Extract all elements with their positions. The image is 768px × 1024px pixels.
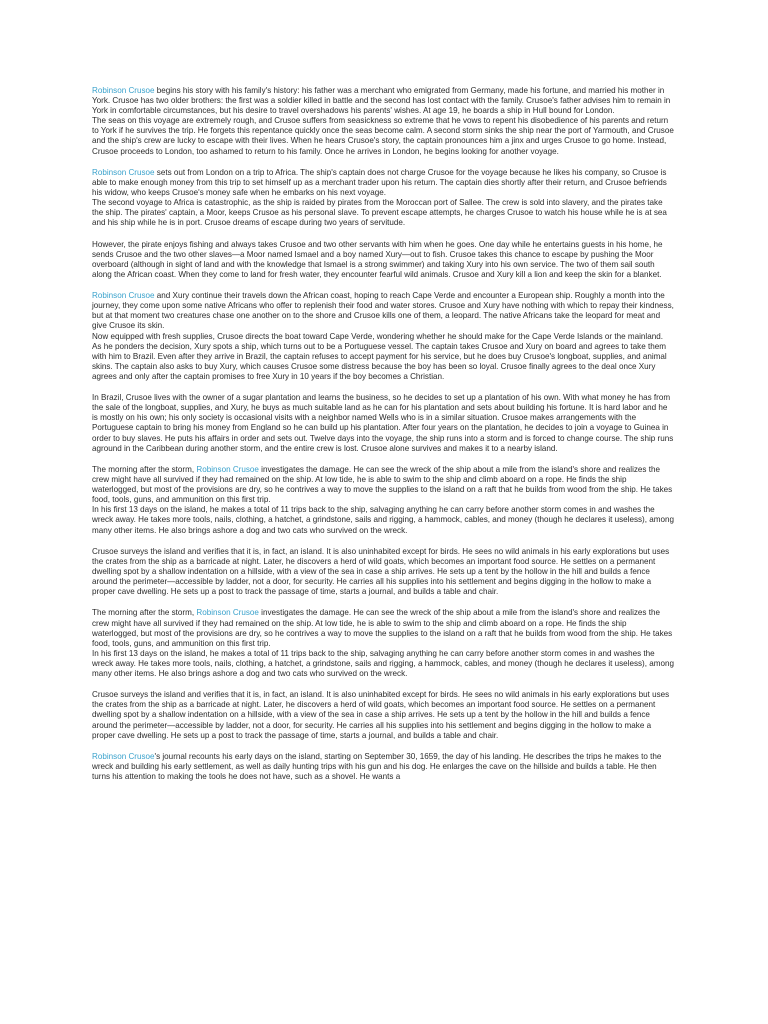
line-body-text: 's journal recounts his early days on the island, starting on September 30, 1659, the day of his landing. He describes the trips he makes to the wreck and building his early settlement, as well as daily hunting trips with his gun and his dog. He enlarges the cave on the hillside and builds a table. He then turns his attention to making the tools he does not have, such as a shovel. He wants a [92,751,662,782]
text-line [92,608,674,648]
paragraph [92,291,674,382]
line-body-text: Crusoe surveys the island and verifies that it is, in fact, an island. It is also uninhabited except for birds. He sees no wild animals in his early explorations but uses the crates from the ship as a barricade at night. Later, he discovers a herd of wild goats, which becomes an important food source. He settles on a permanent dwelling spot by a shallow indentation on a hillside, with a view of the sea in case a ship arrives. He sets up a tent by the hollow in the hill and builds a fence around the perimeter—accessible by ladder, not a door, for security. He carries all his supplies into his settlement and begins digging in the hollow to make a proper cave dwelling. He sets up a post to track the passage of time, starts a journal, and builds a table and chair. [92,546,670,597]
text-line [92,393,674,454]
text-line [92,465,674,505]
robinson-crusoe-link[interactable]: Robinson Crusoe [196,608,259,618]
line-body-text: sets out from London on a trip to Africa. The ship's captain does not charge Crusoe for the voyage because he likes his company, so Crusoe is able to make enough money from this trip to set himself up as a merchant trader upon his return. The captain dies shortly after their return, and Crusoe befriends his widow, who keeps Crusoe's money safe when he embarks on his next voyage. [92,167,667,198]
text-line [92,86,674,116]
paragraph [92,752,674,782]
line-body-text: Now equipped with fresh supplies, Crusoe directs the boat toward Cape Verde, wondering whether he should make for the Cape Verde Islands or the mainland. As he ponders the decision, Xury spots a ship, which turns out to be a Portuguese vessel. The captain takes Crusoe and Xury on board and agrees to take them with him to Brazil. Even after they arrive in Brazil, the captain refuses to accept payment for his service, but he does buy Crusoe's longboat, supplies, and animal skins. The captain also asks to buy Xury, which causes Crusoe some distress because the boy has been so loyal. Crusoe finally agrees to the deal once Xury agrees and only after the captain promises to free Xury in 10 years if the boy becomes a Christian. [92,331,667,381]
text-line [92,649,674,679]
line-body-text: investigates the damage. He can see the wreck of the ship about a mile from the island's shore and realizes the crew might have all survived if they had remained on the ship. At low tide, he is able to swim to the ship and climb aboard on a rope. He finds the ship waterlogged, but most of the provisions are dry, so he contrives a way to move the supplies to the island on a raft that he builds from wood from the ship. He takes food, tools, guns, and ammunition on this first trip. [92,608,673,648]
line-body-text: Crusoe surveys the island and verifies that it is, in fact, an island. It is also uninhabited except for birds. He sees no wild animals in his early explorations but uses the crates from the ship as a barricade at night. Later, he discovers a herd of wild goats, which becomes an important food source. He settles on a permanent dwelling spot by a shallow indentation on a hillside, with a view of the sea in case a ship arrives. He sets up a tent by the hollow in the hill and builds a fence around the perimeter—accessible by ladder, not a door, for security. He carries all his supplies into his settlement and begins digging in the hollow to make a proper cave dwelling. He sets up a post to track the passage of time, starts a journal, and builds a table and chair. [92,690,670,740]
paragraph [92,168,674,229]
line-body-text: begins his story with his family's history: his father was a merchant who emigrated from Germany, made his fortune, and married his mother in York. Crusoe has two older brothers: the first was a soldier killed in battle and the second has lost contact with the family. Crusoe's father advises him to remain in York in comfortable circumstances, but his desire to travel overshadows his parents' wishes. At age 19, he boards a ship in Hull bound for London. [92,86,671,116]
line-prefix-text: The morning after the storm, [92,608,197,618]
robinson-crusoe-link[interactable]: Robinson Crusoe [92,751,155,761]
line-body-text: In his first 13 days on the island, he makes a total of 11 trips back to the ship, salvaging anything he can carry before another storm comes in and washes the wreck away. He takes more tools, nails, clothing, a hatchet, a grindstone, sails and rigging, a hammock, cables, and money (though he declares it useless), among many other items. He also brings ashore a dog and two cats who survived on the wreck. [92,505,675,535]
text-line [92,240,674,280]
line-body-text: The second voyage to Africa is catastrophic, as the ship is raided by pirates from the Moroccan port of Sallee. The crew is sold into slavery, and the pirates take the ship. The pirates' captain, a Moor, keeps Crusoe as his personal slave. To prevent escape attempts, he charges Crusoe to watch his house while he is at sea and his ship while he is in port. Crusoe dreams of escape during two years of servitude. [92,198,667,228]
paragraph [92,240,674,280]
line-body-text: However, the pirate enjoys fishing and always takes Crusoe and two other servants with him when he goes. One day while he entertains guests in his home, he sends Crusoe and the two other slaves—a Moor named Ismael and a boy named Xury—out to fish. Crusoe takes this chance to escape by pushing the Moor overboard (although in sight of land and with the knowledge that Ismael is a strong swimmer) and taking Xury into his own service. The two of them sail south along the African coast. When they come to land for fresh water, they encounter fearful wild animals. Crusoe and Xury kill a lion and keep the skin for a blanket. [92,239,663,279]
paragraph [92,86,674,157]
text-line [92,198,674,228]
text-line [92,752,674,782]
paragraph [92,465,674,536]
paragraph [92,608,674,679]
text-line [92,168,674,198]
line-body-text: and Xury continue their travels down the African coast, hoping to reach Cape Verde and encounter a European ship. Roughly a month into the journey, they come upon some native Africans who offer to replenish their food and water stores. Crusoe and Xury have nothing with which to repay their kindness, but at that moment two creatures chase one another on to the shore and Crusoe kills one of them, a leopard. The native Africans take the leopard for meat and give Crusoe its skin. [92,291,674,331]
line-body-text: The seas on this voyage are extremely rough, and Crusoe suffers from seasickness so extreme that he vows to repent his disobedience of his parents and return to York if he survives the trip. He forgets this repentance quickly once the seas become calm. A second storm sinks the ship near the port of Yarmouth, and Crusoe and the ship's crew are lucky to escape with their lives. When he hears Crusoe's story, the captain pronounces him a jinx and urges Crusoe to go home. Instead, Crusoe proceeds to London, too ashamed to return to his family. Once he arrives in London, he begins looking for another voyage. [92,116,674,156]
line-body-text: In his first 13 days on the island, he makes a total of 11 trips back to the ship, salvaging anything he can carry before another storm comes in and washes the wreck away. He takes more tools, nails, clothing, a hatchet, a grindstone, sails and rigging, a hammock, cables, and money (though he declares it useless), among many other items. He also brings ashore a dog and two cats who survived on the wreck. [92,648,675,678]
robinson-crusoe-link[interactable]: Robinson Crusoe [196,464,259,474]
paragraph [92,547,674,597]
text-line [92,332,674,382]
text-line [92,291,674,331]
paragraph [92,690,674,740]
robinson-crusoe-link[interactable]: Robinson Crusoe [92,86,155,95]
robinson-crusoe-link[interactable]: Robinson Crusoe [92,167,155,177]
text-line [92,547,674,597]
line-prefix-text: The morning after the storm, [92,464,197,474]
paragraph [92,393,674,454]
text-line [92,505,674,535]
text-line [92,116,674,156]
line-body-text: In Brazil, Crusoe lives with the owner of a sugar plantation and learns the business, so he decides to set up a plantation of his own. With what money he has from the sale of the longboat, supplies, and Xury, he buys as much suitable land as he can for his plantation and sets about building his fortune. It is hard labor and he is mostly on his own; his only society is occasional visits with a neighbor named Wells who is in a similar situation. Crusoe makes arrangements with the Portuguese captain to bring his money from England so he can build up his plantation. After four years on the plantation, he decides to join a voyage to Guinea in order to buy slaves. He puts his affairs in order and sets out. Twelve days into the voyage, the ship runs into a storm and is forced to change course. The ship runs aground in the Caribbean during another storm, and the entire crew is lost. Crusoe alone survives and makes it to a nearby island. [92,393,674,453]
text-line [92,690,674,740]
robinson-crusoe-link[interactable]: Robinson Crusoe [92,291,155,301]
document-page [92,86,674,793]
line-body-text: investigates the damage. He can see the wreck of the ship about a mile from the island's shore and realizes the crew might have all survived if they had remained on the ship. At low tide, he is able to swim to the ship and climb aboard on a rope. He finds the ship waterlogged, but most of the provisions are dry, so he contrives a way to move the supplies to the island on a raft that he builds from wood from the ship. He takes food, tools, guns, and ammunition on this first trip. [92,464,673,505]
